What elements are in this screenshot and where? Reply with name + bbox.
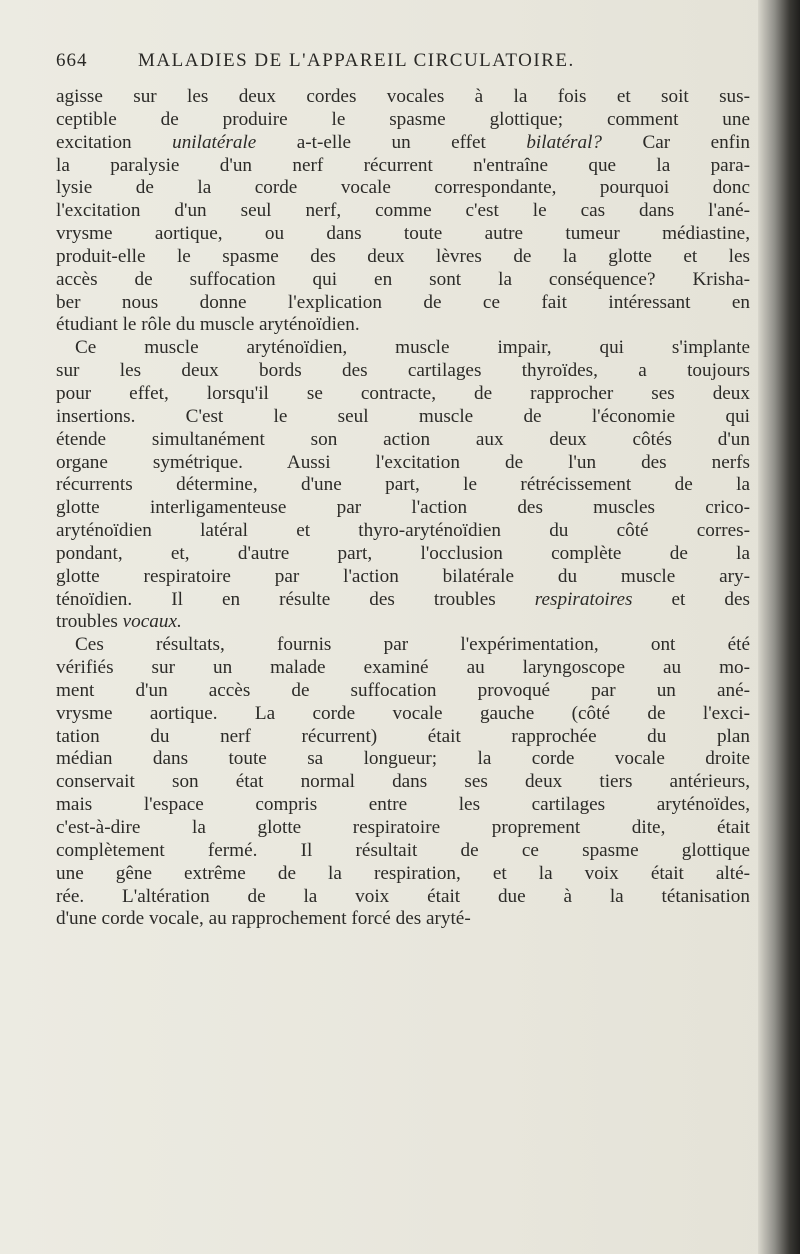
text-line: c'est-à-dire la glotte respiratoire proprement dite, était	[56, 817, 750, 838]
text-line: étudiant le rôle du muscle aryténoïdien.	[56, 314, 360, 336]
text-line: aryténoïdien latéral et thyro-aryténoïdien du côté corres-	[56, 520, 750, 542]
text-line: d'une corde vocale, au rapprochement forcé des aryté-	[56, 908, 471, 930]
text-line: rée. L'altération de la voix était due à la tétanisation	[56, 885, 750, 907]
text-line: glotte interligamenteuse par l'action des muscles crico-	[56, 497, 750, 519]
text-line: vérifiés sur un malade examiné au laryngoscope au mo-	[56, 657, 750, 679]
text-line: lysie de la corde vocale correspondante, pourquoi donc	[56, 177, 750, 199]
text-segment: troubles	[56, 611, 123, 633]
text-segment: a-t-elle un effet	[256, 131, 527, 153]
text-line: organe symétrique. Aussi l'excitation de l'un des nerfs	[56, 451, 750, 473]
text-line: mais l'espace compris entre les cartilages aryténoïdes,	[56, 794, 750, 816]
text-line: une gêne extrême de la respiration, et la voix était alté-	[56, 862, 750, 884]
text-segment: Car enfin	[602, 131, 750, 153]
running-title: MALADIES DE L'APPAREIL CIRCULATOIRE.	[138, 50, 575, 71]
text-line: tation du nerf récurrent) était rapprochée du plan	[56, 725, 750, 747]
text-segment: excitation	[56, 131, 173, 153]
text-line: ment d'un accès de suffocation provoqué par un ané-	[56, 679, 750, 701]
text-line: glotte respiratoire par l'action bilatérale du muscle ary-	[56, 565, 750, 587]
text-line: étende simultanément son action aux deux côtés d'un	[56, 428, 750, 450]
text-line: ber nous donne l'explication de ce fait intéressant en	[56, 291, 750, 313]
text-line: agisse sur les deux cordes vocales à la fois et soit sus-	[56, 86, 750, 107]
text-line	[56, 589, 750, 612]
text-line: l'excitation d'un seul nerf, comme c'est le cas dans l'ané-	[56, 200, 750, 222]
page-header	[56, 50, 756, 80]
text-line: sur les deux bords des cartilages thyroïdes, a toujours	[56, 360, 750, 382]
text-line: conservait son état normal dans ses deux tiers antérieurs,	[56, 771, 750, 793]
text-line: complètement fermé. Il résultait de ce spasme glottique	[56, 839, 750, 861]
text-line: pour effet, lorsqu'il se contracte, de rapprocher ses deux	[56, 382, 750, 404]
text-line: ceptible de produire le spasme glottique; comment une	[56, 108, 750, 130]
text-segment: ténoïdien. Il en résulte des troubles	[56, 588, 535, 610]
text-line: Ce muscle aryténoïdien, muscle impair, qui s'implante	[75, 337, 750, 359]
italic-term: unilatérale	[172, 131, 257, 153]
text-line: médian dans toute sa longueur; la corde vocale droite	[56, 748, 750, 770]
text-segment: et des	[632, 588, 750, 610]
text-line: récurrents détermine, d'une part, le rétrécissement de la	[56, 474, 750, 496]
text-line: produit-elle le spasme des deux lèvres de la glotte et les	[56, 245, 750, 267]
text-line: la paralysie d'un nerf récurrent n'entraîne que la para-	[56, 154, 750, 176]
text-line: vrysme aortique. La corde vocale gauche (côté de l'exci-	[56, 702, 750, 724]
text-line: insertions. C'est le seul muscle de l'économie qui	[56, 405, 750, 427]
text-line	[56, 132, 750, 155]
text-line: accès de suffocation qui en sont la conséquence? Krisha-	[56, 268, 750, 290]
text-line: pondant, et, d'autre part, l'occlusion complète de la	[56, 542, 750, 564]
text-line: vrysme aortique, ou dans toute autre tumeur médiastine,	[56, 223, 750, 245]
italic-term: bilatéral?	[526, 131, 603, 153]
text-line: Ces résultats, fournis par l'expérimentation, ont été	[75, 634, 750, 656]
text-line	[56, 611, 750, 634]
italic-term: respiratoires	[534, 588, 633, 610]
italic-term: vocaux.	[122, 611, 182, 633]
body-text	[56, 86, 750, 931]
page-number: 664	[56, 50, 88, 71]
page-shadow-edge	[758, 0, 800, 1254]
